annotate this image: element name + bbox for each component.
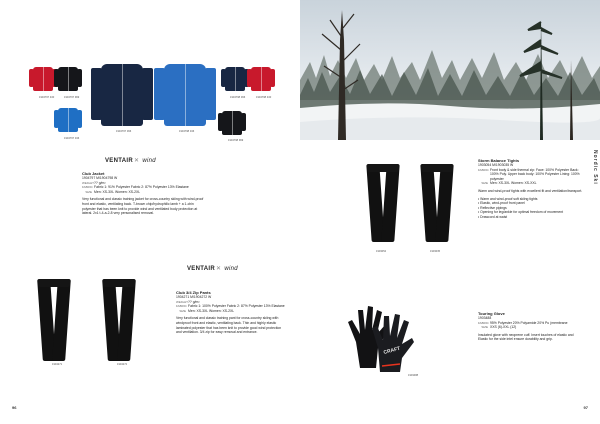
right-page (300, 0, 600, 424)
jacket-blue-small[interactable] (58, 108, 78, 132)
spec-key: SIZE (179, 308, 186, 313)
feature-list (478, 197, 584, 220)
brand-x-icon: ✕ (134, 158, 140, 164)
product-code-line: 1903488 (478, 316, 492, 320)
feature-item: • Opening for leg/ankle for optimal freedom of movement (478, 210, 584, 215)
feature-item: • Elastic, wind-proof front panel (478, 201, 584, 206)
product-title: Club 3/4 Zip Pants (176, 290, 211, 295)
spec-key: SIZE (481, 325, 488, 330)
jacket-navy-small[interactable] (225, 67, 245, 91)
winter-forest-photo (300, 0, 600, 140)
spec-key: WEIGHT (176, 299, 188, 304)
product-code: 1903054 (376, 250, 387, 253)
spec-fabric: Fabric 1: 100% Polyester Fabric 2: 87% Polyester 13% Elastane (188, 304, 285, 309)
brand-x-icon: ✕ (216, 266, 222, 272)
club-jacket-info (82, 171, 208, 216)
jacket-black-small[interactable] (58, 67, 78, 91)
product-title: Storm Balance Tights (478, 158, 520, 163)
tights-info (478, 158, 584, 220)
section-label: Nordic Ski (592, 150, 598, 185)
spec-key: FABRIC (176, 304, 187, 309)
gloves-info (478, 311, 584, 342)
product-description: Insulated glove with neoprene cuff. Insert touches of elastic and Elastic for the side intel ensure durability and grip. (478, 332, 574, 342)
jacket-blue-big[interactable] (164, 64, 206, 126)
pants-left[interactable] (36, 279, 72, 361)
brand-sub: wind (142, 158, 156, 164)
product-title: Club Jacket (82, 171, 105, 176)
product-description: Very functional and classic training jacket for cross-country skiing with wind-proof front and elastic, ventilating back. T-brown chip/hydrophilic lamb + a 1-chin polyester that has been knit to provide wind and ventilated body protection at lateral. 2x1 t-4-a-2-8 very personalised removal. (82, 197, 204, 216)
spec-weight: ?? g/m² (94, 180, 106, 185)
jacket-red-small-2[interactable] (251, 67, 271, 91)
pants-right[interactable] (101, 279, 137, 361)
product-description: Very functional and classic training pant for cross-country skiing with windproof front and elastic, ventilating back. Thin and highly elastic laminated polyester that has been knit to provide good wind protection and ventilation. 3/4 zip for easy removal and entrance. (176, 316, 282, 335)
feature-item: • Warm and wind-proof soft skiing tights (478, 197, 584, 202)
touring-glove-image[interactable] (342, 302, 416, 374)
product-code: 1904797 346 (64, 137, 80, 140)
product-code: 1903035 (430, 250, 441, 253)
product-code: 1904797 396 (116, 130, 132, 133)
product-title: Touring Glove (478, 311, 505, 316)
page-number: 96 (12, 405, 17, 410)
club-pants-info (176, 290, 286, 335)
product-code-line: 1903054 M/1903035 W (478, 163, 514, 167)
product-code: 1904272 (117, 363, 128, 366)
ventair-wind-logo (105, 157, 156, 164)
spec-weight: ?? g/m² (188, 299, 200, 304)
product-code-line: 1904271 M/1904272 W (176, 295, 212, 299)
jacket-navy-big[interactable] (101, 64, 143, 126)
spec-fabric: Fabric 1: 91% Polyester Fabric 2: 87% Polyester 13% Elastane (94, 185, 189, 190)
feature-item: • Drawcord at waist (478, 215, 584, 220)
forest-illustration (300, 0, 600, 140)
product-code: 1904798 430 (256, 96, 272, 99)
product-code: 1904798 999 (228, 139, 244, 142)
product-code: 1904798 346 (179, 130, 195, 133)
spec-fabric: Front body & side thermal zip: Face: 100% Polyester Back: 100% Poly. Upper back body: 100% Polyester Lining: 100% polyester (490, 167, 580, 181)
brand-sub: wind (224, 266, 238, 272)
page-number: 97 (583, 405, 588, 410)
product-code: 1903488 (408, 374, 419, 377)
product-code: 1904271 (52, 363, 63, 366)
spec-key: FABRIC (82, 185, 93, 190)
glove-brand-text: CRAFT (382, 345, 401, 356)
spec-key: FABRIC (478, 320, 489, 325)
product-code: 1904798 396 (230, 96, 246, 99)
spec-key: WEIGHT (82, 180, 94, 185)
ventair-wind-logo (187, 265, 238, 272)
jacket-red-small[interactable] (33, 67, 53, 91)
spec-fabric: 95% Polyester 20% Polyamide 20% Pu (membrane (490, 320, 568, 325)
brand-name: VENTAIR (105, 158, 133, 164)
spec-size: Men: XS-3XL Women: XS-2XL (188, 308, 235, 313)
feature-item: • Reflective pipings (478, 206, 584, 211)
brand-name: VENTAIR (187, 266, 215, 272)
tights-left[interactable] (365, 164, 401, 242)
product-code: 1904797 430 (39, 96, 55, 99)
tights-right[interactable] (419, 164, 455, 242)
spec-key: FABRIC (478, 167, 489, 172)
spec-size: Men: XS-3XL Women: XS-XXL (490, 181, 537, 186)
product-code-line: 1904797 M/1904798 W (82, 176, 118, 180)
product-description: Warm and wind-proof tights with excellent fit and ventilation/transport. (478, 188, 583, 193)
jacket-black-small-2[interactable] (222, 111, 242, 135)
spec-size: XXS (6)-XXL (12) (490, 325, 517, 330)
spec-key: SIZE (481, 181, 488, 186)
spec-size: Men: XS-3XL Women: XS-2XL (94, 189, 141, 194)
product-code: 1904797 999 (64, 96, 80, 99)
spec-key: SIZE (85, 189, 92, 194)
